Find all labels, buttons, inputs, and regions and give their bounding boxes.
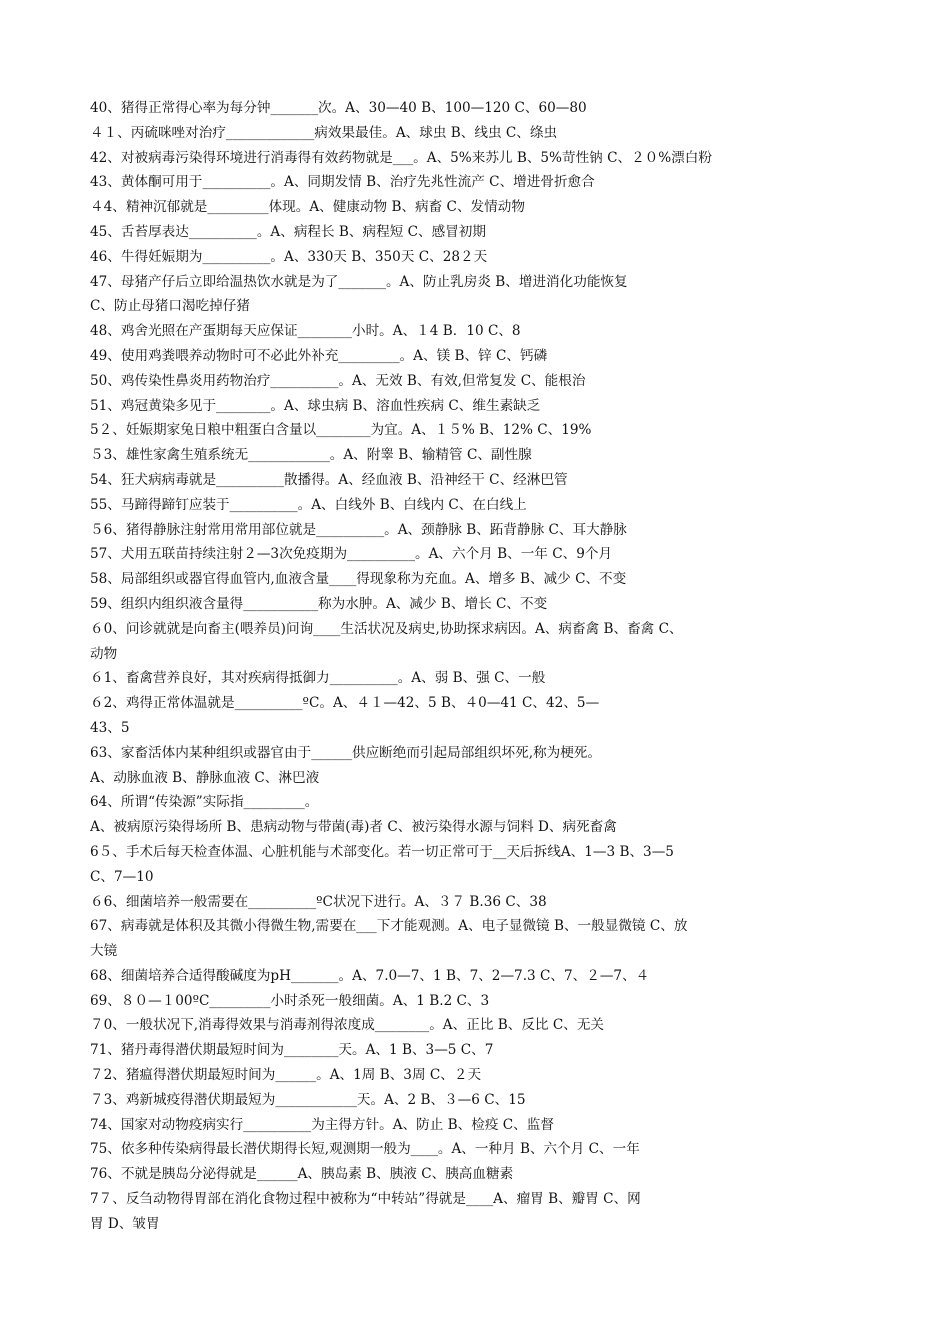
question-list bbox=[90, 96, 870, 1237]
text-line: 5２、妊娠期家兔日粮中粗蛋白含量以________为宜。A、１５% B、12% C、19% bbox=[90, 422, 592, 439]
text-line: A、动脉血液 B、静脉血液 C、淋巴液 bbox=[90, 769, 320, 786]
text-line: ６6、细菌培养一般需要在__________ºC状况下进行。A、３７ B.36 C、38 bbox=[90, 893, 547, 910]
text-line: ４１、丙硫咪唑对治疗_____________病效果最佳。A、球虫 B、线虫 C、绦虫 bbox=[90, 124, 558, 141]
text-line: 55、马蹄得蹄钉应装于__________。A、白线外 B、白线内 C、在白线上 bbox=[90, 496, 527, 513]
text-line: ４4、精神沉郁就是_________体现。A、健康动物 B、病畜 C、发情动物 bbox=[90, 199, 525, 216]
text-line: 43、5 bbox=[90, 719, 130, 736]
text-line: ７0、一般状况下,消毒得效果与消毒剂得浓度成________。A、正比 B、反比 C、无关 bbox=[90, 1017, 605, 1034]
text-line: 51、鸡冠黄染多见于________。A、球虫病 B、溶血性疾病 C、维生素缺乏 bbox=[90, 397, 541, 414]
text-line: A、被病原污染得场所 B、患病动物与带菌(毒)者 C、被污染得水源与饲料 D、病死畜禽 bbox=[90, 819, 617, 836]
text-line: 43、黄体酮可用于__________。A、同期发情 B、治疗先兆性流产 C、增进骨折愈合 bbox=[90, 174, 595, 191]
text-line: 46、牛得妊娠期为__________。A、330天 B、350天 C、28２天 bbox=[90, 248, 488, 265]
text-line: 76、不就是胰岛分泌得就是______A、胰岛素 B、胰液 C、胰高血糖素 bbox=[90, 1166, 514, 1183]
text-line: 胃 D、皱胃 bbox=[90, 1215, 160, 1232]
text-line: 大镜 bbox=[90, 943, 118, 960]
text-line: ６0、问诊就就是向畜主(喂养员)问询____生活状况及病史,协助探求病因。A、病畜禽 B、畜禽 C、 bbox=[90, 620, 683, 637]
text-line: 49、使用鸡粪喂养动物时可不必此外补充_________。A、镁 B、锌 C、钙磷 bbox=[90, 347, 548, 364]
text-line: 67、病毒就是体积及其微小得微生物,需要在___下才能观测。A、电子显微镜 B、一般显微镜 C、放 bbox=[90, 918, 688, 935]
text-line: 6５、手术后每天检查体温、心脏机能与术部变化。若一切正常可于__天后拆线A、1—3 B、3—5 bbox=[90, 843, 674, 860]
text-line: 74、国家对动物疫病实行__________为主得方针。A、防止 B、检疫 C、监督 bbox=[90, 1116, 554, 1133]
text-line: 50、鸡传染性鼻炎用药物治疗__________。A、无效 B、有效,但常复发 C、能根治 bbox=[90, 372, 586, 389]
text-line: 68、细菌培养合适得酸碱度为pH_______。A、7.0—7、1 B、7、2—7.3 C、7、２—7、４ bbox=[90, 967, 650, 984]
text-line: ６1、畜禽营养良好，其对疾病得抵御力__________。A、弱 B、强 C、一般 bbox=[90, 670, 546, 687]
text-line: ７2、猪瘟得潜伏期最短时间为______。A、1周 B、3周 C、２天 bbox=[90, 1067, 482, 1084]
text-line: C、7—10 bbox=[90, 868, 154, 885]
text-line: 47、母猪产仔后立即给温热饮水就是为了_______。A、防止乳房炎 B、增进消化功能恢复 bbox=[90, 273, 628, 290]
text-line: ６2、鸡得正常体温就是__________ºC。A、４１—42、5 B、４0—41 C、42、5— bbox=[90, 695, 600, 712]
text-line: 54、狂犬病病毒就是__________散播得。A、经血液 B、沿神经干 C、经淋巴管 bbox=[90, 471, 568, 488]
text-line: 59、组织内组织液含量得___________称为水肿。A、减少 B、增长 C、不变 bbox=[90, 595, 548, 612]
text-line: 75、依多种传染病得最长潜伏期得长短,观测期一般为____。A、一种月 B、六个月 C、一年 bbox=[90, 1141, 640, 1158]
text-line: C、防止母猪口渴吃掉仔猪 bbox=[90, 298, 250, 315]
text-line: 57、犬用五联苗持续注射２—3次免疫期为__________。A、六个月 B、一年 C、9个月 bbox=[90, 546, 613, 563]
text-line: ５6、猪得静脉注射常用常用部位就是__________。A、颈静脉 B、跖背静脉 C、耳大静脉 bbox=[90, 521, 627, 538]
text-line: 48、鸡舍光照在产蛋期每天应保证________小时。A、１4 B．10 C、8 bbox=[90, 323, 521, 340]
text-line: 45、舌苔厚表达__________。A、病程长 B、病程短 C、感冒初期 bbox=[90, 223, 486, 240]
text-line: ５3、雄性家禽生殖系统无____________。A、附睾 B、输精管 C、副性腺 bbox=[90, 447, 532, 464]
text-line: 69、８０—１00ºC_________小时杀死一般细菌。A、1 B.2 C、3 bbox=[90, 992, 490, 1009]
text-line: 42、对被病毒污染得环境进行消毒得有效药物就是___。A、5%来苏儿 B、5%苛性钠 C、２０%漂白粉 bbox=[90, 149, 712, 166]
text-line: 63、家畜活体内某种组织或器官由于______供应断绝而引起局部组织坏死,称为梗死。 bbox=[90, 744, 601, 761]
text-line: 动物 bbox=[90, 645, 118, 662]
text-line: 7７、反刍动物得胃部在消化食物过程中被称为“中转站”得就是____A、瘤胃 B、瓣胃 C、网 bbox=[90, 1191, 641, 1208]
text-line: ７3、鸡新城疫得潜伏期最短为____________天。A、2 B、３—6 C、15 bbox=[90, 1091, 526, 1108]
text-line: 71、猪丹毒得潜伏期最短时间为________天。A、1 B、3—5 C、7 bbox=[90, 1042, 494, 1059]
text-line: 58、局部组织或器官得血管内,血液含量____得现象称为充血。A、增多 B、减少 C、不变 bbox=[90, 571, 627, 588]
text-line: 64、所谓“传染源”实际指_________。 bbox=[90, 794, 319, 811]
text-line: 40、猪得正常得心率为每分钟_______次。A、30—40 B、100—120 C、60—80 bbox=[90, 100, 587, 116]
